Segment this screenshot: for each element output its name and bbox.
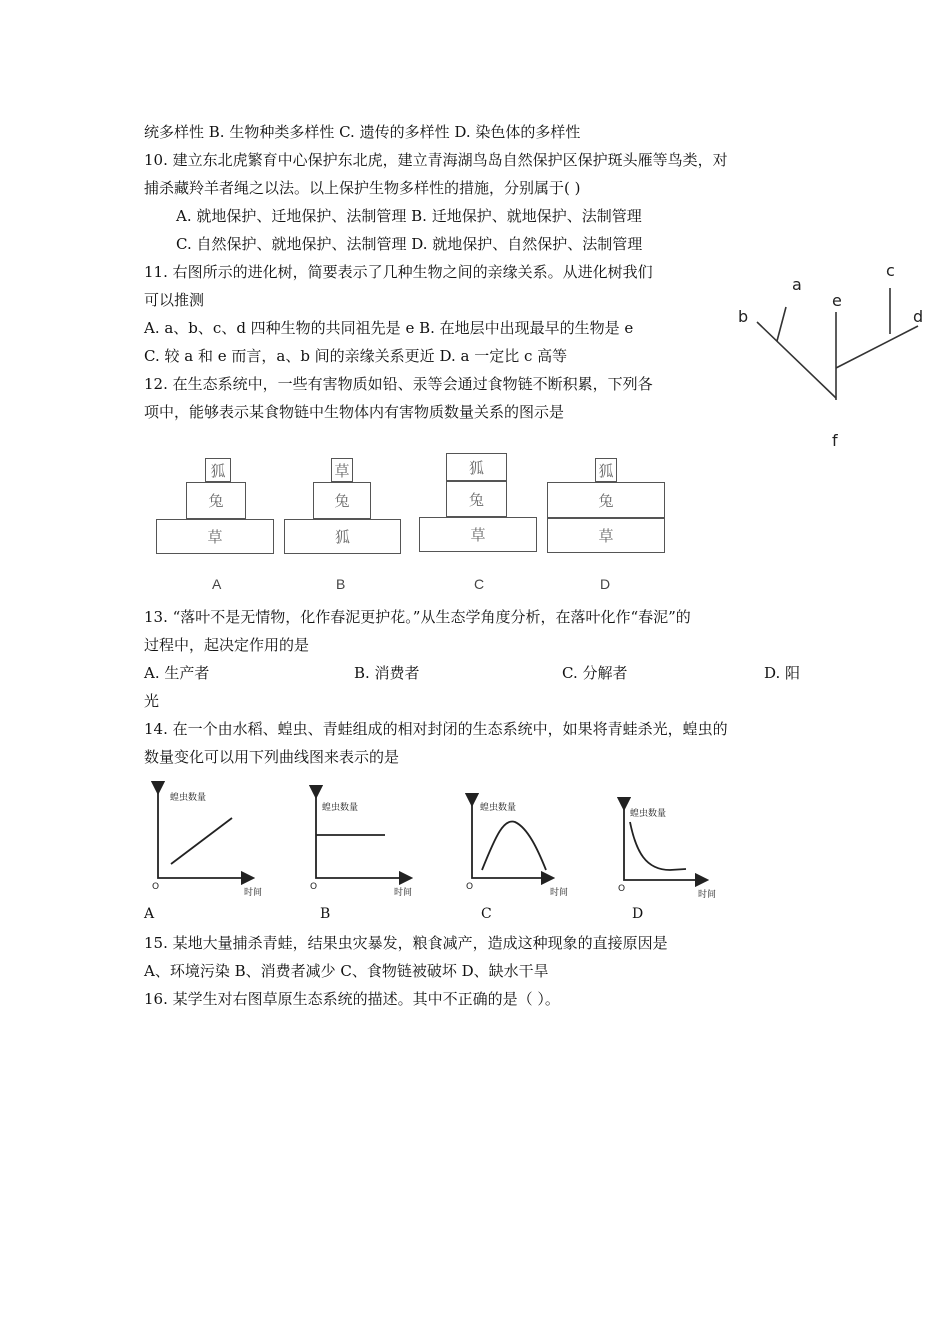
q13-option-d-continued: 光 bbox=[144, 692, 160, 710]
q13-option-a: A. 生产者 bbox=[144, 664, 210, 682]
q14-stem-line1: 14. 在一个由水稻、蝗虫、青蛙组成的相对封闭的生态系统中，如果将青蛙杀光，蝗虫的 bbox=[144, 720, 728, 738]
q12-stem-line1: 12. 在生态系统中，一些有害物质如铅、汞等会通过食物链不断积累，下列各 bbox=[144, 375, 653, 393]
pyramid-c-top: 狐 bbox=[446, 453, 507, 481]
pyramid-a-bottom: 草 bbox=[156, 519, 274, 554]
q9-options-tail: 统多样性 B. 生物种类多样性 C. 遗传的多样性 D. 染色体的多样性 bbox=[144, 123, 581, 141]
pyramid-d-letter: D bbox=[600, 576, 611, 592]
pyramid-d-top: 狐 bbox=[595, 458, 617, 482]
q10-options-ab: A. 就地保护、迁地保护、法制管理 B. 迁地保护、就地保护、法制管理 bbox=[176, 207, 642, 225]
q11-stem-line1: 11. 右图所示的进化树，简要表示了几种生物之间的亲缘关系。从进化树我们 bbox=[144, 263, 653, 281]
pyramid-c-bottom: 草 bbox=[419, 517, 537, 552]
q10-options-cd: C. 自然保护、就地保护、法制管理 D. 就地保护、自然保护、法制管理 bbox=[176, 235, 643, 253]
pyramid-b-mid: 兔 bbox=[313, 482, 371, 519]
tree-label-e: e bbox=[832, 291, 842, 310]
q13-option-c: C. 分解者 bbox=[562, 664, 628, 682]
tree-label-c: c bbox=[886, 261, 895, 280]
q12-stem-line2: 项中，能够表示某食物链中生物体内有害物质数量关系的图示是 bbox=[144, 403, 565, 421]
graph-a-origin: O bbox=[152, 882, 160, 892]
graph-b-ylabel: 蝗虫数量 bbox=[322, 803, 359, 813]
graph-b-axes bbox=[316, 792, 406, 878]
graph-b-origin: O bbox=[310, 882, 318, 892]
graph-a-curve bbox=[171, 818, 232, 864]
graph-d-letter: D bbox=[632, 906, 644, 922]
q11-options-ab: A. a、b、c、d 四种生物的共同祖先是 e B. 在地层中出现最早的生物是 e bbox=[144, 319, 634, 337]
q13-stem-line1: 13. “落叶不是无情物，化作春泥更护花。”从生态学角度分析，在落叶化作“春泥”的 bbox=[144, 608, 691, 626]
q13-option-d: D. 阳 bbox=[764, 664, 801, 682]
graph-c-xlabel: 时间 bbox=[550, 888, 569, 898]
tree-label-a: a bbox=[792, 275, 802, 294]
q11-options-cd: C. 较 a 和 e 而言，a、b 间的亲缘关系更近 D. a 一定比 c 高等 bbox=[144, 347, 568, 365]
q14-stem-line2: 数量变化可以用下列曲线图来表示的是 bbox=[144, 748, 400, 766]
graph-d-axes bbox=[624, 804, 702, 880]
q11-stem-line2: 可以推测 bbox=[144, 291, 205, 309]
pyramid-d-mid: 兔 bbox=[547, 482, 665, 518]
pyramid-a-letter: A bbox=[212, 576, 222, 592]
graph-c-letter: C bbox=[481, 906, 492, 922]
graph-a-ylabel: 蝗虫数量 bbox=[170, 793, 207, 803]
q13-stem-line2: 过程中，起决定作用的是 bbox=[144, 636, 310, 654]
graph-c-ylabel: 蝗虫数量 bbox=[480, 803, 517, 813]
tree-label-b: b bbox=[738, 307, 749, 326]
pyramid-a-top: 狐 bbox=[205, 458, 231, 482]
pyramid-c-mid: 兔 bbox=[446, 481, 507, 517]
graph-b-letter: B bbox=[320, 906, 331, 922]
graph-a-letter: A bbox=[144, 906, 155, 922]
graph-d-ylabel: 蝗虫数量 bbox=[630, 809, 667, 819]
tree-branch-a bbox=[777, 307, 786, 341]
q15-stem: 15. 某地大量捕杀青蛙，结果虫灾暴发，粮食减产，造成这种现象的直接原因是 bbox=[144, 934, 668, 952]
graph-d-curve bbox=[630, 822, 686, 870]
graph-d-xlabel: 时间 bbox=[698, 890, 717, 900]
graph-c-origin: O bbox=[466, 882, 474, 892]
q16-stem: 16. 某学生对右图草原生态系统的描述。其中不正确的是（ ）。 bbox=[144, 990, 560, 1008]
q15-options: A、环境污染 B、消费者减少 C、食物链被破坏 D、缺水干旱 bbox=[144, 962, 549, 980]
pyramid-b-letter: B bbox=[336, 576, 346, 592]
graph-c-curve bbox=[482, 821, 546, 870]
pyramid-b-bottom: 狐 bbox=[284, 519, 401, 554]
graph-d-origin: O bbox=[618, 884, 626, 894]
graph-b-xlabel: 时间 bbox=[394, 888, 413, 898]
tree-label-f: f bbox=[832, 431, 838, 450]
tree-branch-ab bbox=[757, 322, 836, 398]
q13-option-b: B. 消费者 bbox=[354, 664, 420, 682]
pyramid-b-top: 草 bbox=[331, 458, 353, 482]
pyramid-a-mid: 兔 bbox=[186, 482, 246, 519]
q10-stem-line2: 捕杀藏羚羊者绳之以法。以上保护生物多样性的措施，分别属于( ) bbox=[144, 179, 581, 197]
pyramid-c-letter: C bbox=[474, 576, 485, 592]
tree-branch-cd bbox=[836, 326, 918, 368]
q10-stem-line1: 10. 建立东北虎繁育中心保护东北虎，建立青海湖鸟岛自然保护区保护斑头雁等鸟类，对 bbox=[144, 151, 728, 169]
graph-a-xlabel: 时间 bbox=[244, 888, 263, 898]
graph-a-axes bbox=[158, 788, 248, 878]
pyramid-d-bottom: 草 bbox=[547, 518, 665, 553]
graph-c-axes bbox=[472, 800, 548, 878]
tree-label-d: d bbox=[913, 307, 924, 326]
